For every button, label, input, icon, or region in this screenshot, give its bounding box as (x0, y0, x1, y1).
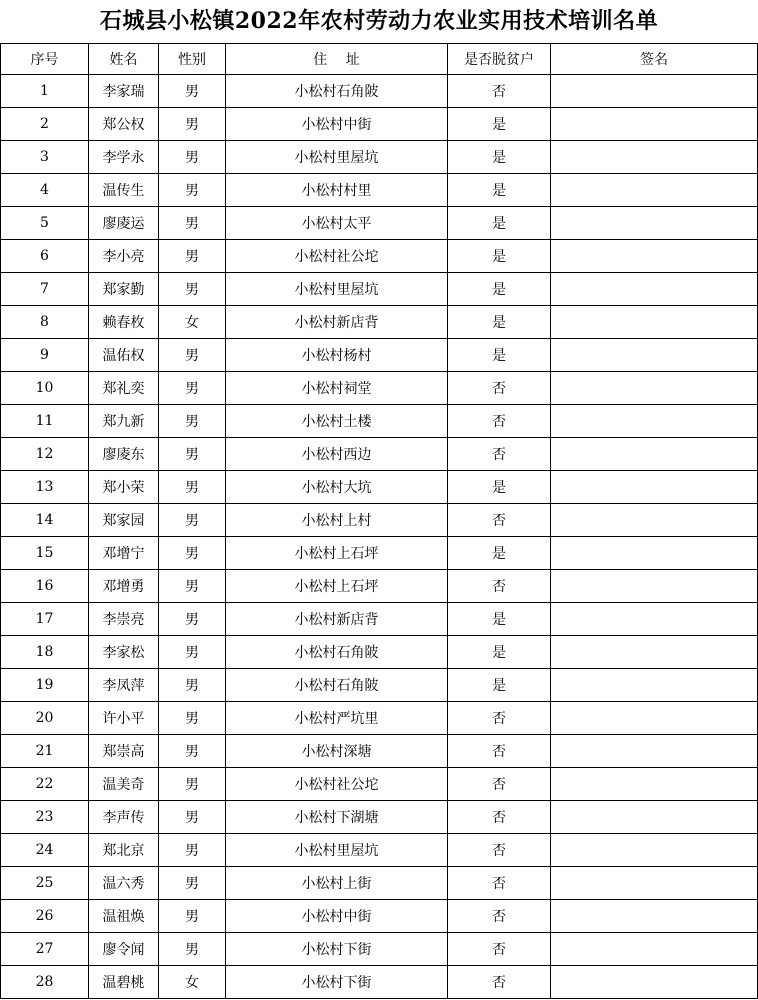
cell-name: 李凤萍 (89, 669, 159, 702)
cell-name: 郑家勤 (89, 273, 159, 306)
cell-poverty: 否 (448, 834, 551, 867)
cell-poverty: 是 (448, 339, 551, 372)
cell-poverty: 是 (448, 471, 551, 504)
cell-gender: 男 (159, 405, 226, 438)
cell-gender: 男 (159, 603, 226, 636)
cell-address: 小松村里屋坑 (226, 834, 448, 867)
table-row (1, 240, 758, 273)
cell-name: 温传生 (89, 174, 159, 207)
cell-address: 小松村下街 (226, 933, 448, 966)
cell-name: 李声传 (89, 801, 159, 834)
table-row (1, 306, 758, 339)
cell-gender: 男 (159, 834, 226, 867)
cell-name: 郑公权 (89, 108, 159, 141)
cell-poverty: 是 (448, 636, 551, 669)
header-poverty: 是否脱贫户 (448, 44, 551, 75)
cell-signature[interactable] (551, 669, 758, 702)
cell-address: 小松村严坑里 (226, 702, 448, 735)
cell-signature[interactable] (551, 834, 758, 867)
cell-poverty: 是 (448, 306, 551, 339)
cell-poverty: 是 (448, 174, 551, 207)
page-title: 石城县小松镇2022年农村劳动力农业实用技术培训名单 (99, 8, 659, 34)
cell-seq: 14 (1, 504, 89, 537)
cell-poverty: 否 (448, 75, 551, 108)
cell-seq: 15 (1, 537, 89, 570)
cell-poverty: 否 (448, 702, 551, 735)
cell-address: 小松村土楼 (226, 405, 448, 438)
cell-address: 小松村中街 (226, 108, 448, 141)
cell-gender: 男 (159, 240, 226, 273)
cell-signature[interactable] (551, 603, 758, 636)
cell-signature[interactable] (551, 75, 758, 108)
cell-address: 小松村社公坨 (226, 768, 448, 801)
cell-name: 赖春枚 (89, 306, 159, 339)
cell-poverty: 是 (448, 603, 551, 636)
cell-signature[interactable] (551, 966, 758, 999)
cell-poverty: 否 (448, 438, 551, 471)
table-row (1, 636, 758, 669)
cell-address: 小松村下街 (226, 966, 448, 999)
cell-gender: 男 (159, 141, 226, 174)
header-signature: 签名 (551, 44, 758, 75)
cell-gender: 男 (159, 768, 226, 801)
cell-address: 小松村大坑 (226, 471, 448, 504)
cell-seq: 19 (1, 669, 89, 702)
table-row (1, 537, 758, 570)
cell-signature[interactable] (551, 735, 758, 768)
cell-poverty: 否 (448, 768, 551, 801)
cell-address: 小松村里屋坑 (226, 141, 448, 174)
cell-name: 郑九新 (89, 405, 159, 438)
cell-name: 郑礼奕 (89, 372, 159, 405)
cell-seq: 10 (1, 372, 89, 405)
cell-poverty: 否 (448, 372, 551, 405)
table-row (1, 669, 758, 702)
cell-address: 小松村石角陂 (226, 669, 448, 702)
cell-address: 小松村西边 (226, 438, 448, 471)
cell-gender: 男 (159, 273, 226, 306)
cell-name: 许小平 (89, 702, 159, 735)
cell-gender: 男 (159, 801, 226, 834)
cell-seq: 27 (1, 933, 89, 966)
cell-address: 小松村上村 (226, 504, 448, 537)
cell-signature[interactable] (551, 867, 758, 900)
cell-signature[interactable] (551, 108, 758, 141)
table-row (1, 735, 758, 768)
cell-seq: 9 (1, 339, 89, 372)
cell-address: 小松村石角陂 (226, 636, 448, 669)
cell-seq: 18 (1, 636, 89, 669)
header-gender: 性别 (159, 44, 226, 75)
cell-signature[interactable] (551, 702, 758, 735)
cell-name: 廖令闻 (89, 933, 159, 966)
cell-gender: 男 (159, 339, 226, 372)
cell-name: 温美奇 (89, 768, 159, 801)
cell-gender: 男 (159, 570, 226, 603)
cell-name: 郑小荣 (89, 471, 159, 504)
cell-poverty: 是 (448, 108, 551, 141)
cell-gender: 男 (159, 537, 226, 570)
cell-address: 小松村里屋坑 (226, 273, 448, 306)
table-row (1, 75, 758, 108)
cell-name: 温祖焕 (89, 900, 159, 933)
table-row (1, 702, 758, 735)
cell-seq: 22 (1, 768, 89, 801)
cell-poverty: 否 (448, 504, 551, 537)
cell-gender: 男 (159, 372, 226, 405)
trainee-table (0, 43, 758, 999)
cell-seq: 26 (1, 900, 89, 933)
cell-name: 温六秀 (89, 867, 159, 900)
cell-name: 廖庱运 (89, 207, 159, 240)
table-header-row (1, 44, 758, 75)
cell-seq: 23 (1, 801, 89, 834)
cell-signature[interactable] (551, 240, 758, 273)
cell-name: 李崇亮 (89, 603, 159, 636)
cell-seq: 8 (1, 306, 89, 339)
cell-gender: 男 (159, 108, 226, 141)
table-row (1, 405, 758, 438)
cell-poverty: 是 (448, 207, 551, 240)
table-row (1, 174, 758, 207)
cell-signature[interactable] (551, 339, 758, 372)
cell-seq: 25 (1, 867, 89, 900)
cell-poverty: 是 (448, 141, 551, 174)
cell-address: 小松村新店背 (226, 603, 448, 636)
cell-address: 小松村杨村 (226, 339, 448, 372)
cell-poverty: 是 (448, 240, 551, 273)
cell-name: 温碧桃 (89, 966, 159, 999)
cell-seq: 3 (1, 141, 89, 174)
cell-signature[interactable] (551, 900, 758, 933)
cell-seq: 7 (1, 273, 89, 306)
cell-poverty: 否 (448, 900, 551, 933)
cell-address: 小松村上石坪 (226, 570, 448, 603)
cell-seq: 24 (1, 834, 89, 867)
cell-name: 郑家园 (89, 504, 159, 537)
cell-gender: 男 (159, 735, 226, 768)
cell-signature[interactable] (551, 504, 758, 537)
cell-signature[interactable] (551, 174, 758, 207)
table-row (1, 339, 758, 372)
table-row (1, 438, 758, 471)
cell-poverty: 否 (448, 867, 551, 900)
cell-seq: 13 (1, 471, 89, 504)
cell-seq: 5 (1, 207, 89, 240)
cell-name: 郑北京 (89, 834, 159, 867)
cell-gender: 男 (159, 669, 226, 702)
cell-gender: 男 (159, 702, 226, 735)
cell-gender: 男 (159, 867, 226, 900)
cell-seq: 28 (1, 966, 89, 999)
cell-seq: 2 (1, 108, 89, 141)
cell-name: 廖庱东 (89, 438, 159, 471)
table-row (1, 207, 758, 240)
cell-address: 小松村深塘 (226, 735, 448, 768)
cell-poverty: 是 (448, 273, 551, 306)
cell-name: 李家松 (89, 636, 159, 669)
cell-signature[interactable] (551, 207, 758, 240)
table-row (1, 471, 758, 504)
table-row (1, 801, 758, 834)
cell-name: 李家瑞 (89, 75, 159, 108)
header-name: 姓名 (89, 44, 159, 75)
table-row (1, 141, 758, 174)
table-row (1, 768, 758, 801)
cell-signature[interactable] (551, 306, 758, 339)
cell-name: 邓增勇 (89, 570, 159, 603)
cell-name: 邓增宁 (89, 537, 159, 570)
cell-signature[interactable] (551, 570, 758, 603)
cell-name: 温佑权 (89, 339, 159, 372)
table-row (1, 603, 758, 636)
table-row (1, 504, 758, 537)
cell-seq: 4 (1, 174, 89, 207)
cell-poverty: 否 (448, 735, 551, 768)
table-row (1, 834, 758, 867)
cell-signature[interactable] (551, 372, 758, 405)
cell-address: 小松村石角陂 (226, 75, 448, 108)
table-row (1, 372, 758, 405)
cell-address: 小松村村里 (226, 174, 448, 207)
cell-seq: 20 (1, 702, 89, 735)
cell-gender: 男 (159, 933, 226, 966)
cell-gender: 男 (159, 636, 226, 669)
cell-seq: 6 (1, 240, 89, 273)
cell-signature[interactable] (551, 405, 758, 438)
cell-signature[interactable] (551, 471, 758, 504)
cell-name: 郑崇高 (89, 735, 159, 768)
cell-signature[interactable] (551, 537, 758, 570)
table-row (1, 900, 758, 933)
cell-address: 小松村下湖塘 (226, 801, 448, 834)
cell-gender: 男 (159, 471, 226, 504)
cell-poverty: 否 (448, 966, 551, 999)
table-row (1, 108, 758, 141)
header-seq: 序号 (1, 44, 89, 75)
cell-seq: 21 (1, 735, 89, 768)
cell-poverty: 否 (448, 801, 551, 834)
cell-seq: 1 (1, 75, 89, 108)
cell-gender: 男 (159, 504, 226, 537)
cell-gender: 男 (159, 174, 226, 207)
cell-poverty: 是 (448, 537, 551, 570)
cell-seq: 16 (1, 570, 89, 603)
cell-address: 小松村新店背 (226, 306, 448, 339)
cell-signature[interactable] (551, 438, 758, 471)
table-row (1, 867, 758, 900)
cell-seq: 11 (1, 405, 89, 438)
table-row (1, 933, 758, 966)
cell-poverty: 否 (448, 570, 551, 603)
cell-signature[interactable] (551, 933, 758, 966)
cell-address: 小松村社公坨 (226, 240, 448, 273)
cell-address: 小松村太平 (226, 207, 448, 240)
cell-address: 小松村祠堂 (226, 372, 448, 405)
table-row (1, 966, 758, 999)
cell-poverty: 否 (448, 405, 551, 438)
cell-gender: 男 (159, 207, 226, 240)
table-row (1, 570, 758, 603)
cell-poverty: 否 (448, 933, 551, 966)
cell-name: 李学永 (89, 141, 159, 174)
cell-address: 小松村上街 (226, 867, 448, 900)
cell-gender: 男 (159, 900, 226, 933)
table-row (1, 273, 758, 306)
cell-name: 李小亮 (89, 240, 159, 273)
cell-gender: 男 (159, 75, 226, 108)
cell-signature[interactable] (551, 636, 758, 669)
cell-signature[interactable] (551, 141, 758, 174)
cell-signature[interactable] (551, 801, 758, 834)
cell-gender: 男 (159, 438, 226, 471)
cell-signature[interactable] (551, 768, 758, 801)
cell-seq: 12 (1, 438, 89, 471)
cell-gender: 女 (159, 306, 226, 339)
table-body (1, 75, 758, 999)
cell-seq: 17 (1, 603, 89, 636)
cell-poverty: 是 (448, 669, 551, 702)
cell-address: 小松村上石坪 (226, 537, 448, 570)
header-address: 住 址 (226, 44, 448, 75)
cell-address: 小松村中街 (226, 900, 448, 933)
cell-signature[interactable] (551, 273, 758, 306)
cell-gender: 女 (159, 966, 226, 999)
